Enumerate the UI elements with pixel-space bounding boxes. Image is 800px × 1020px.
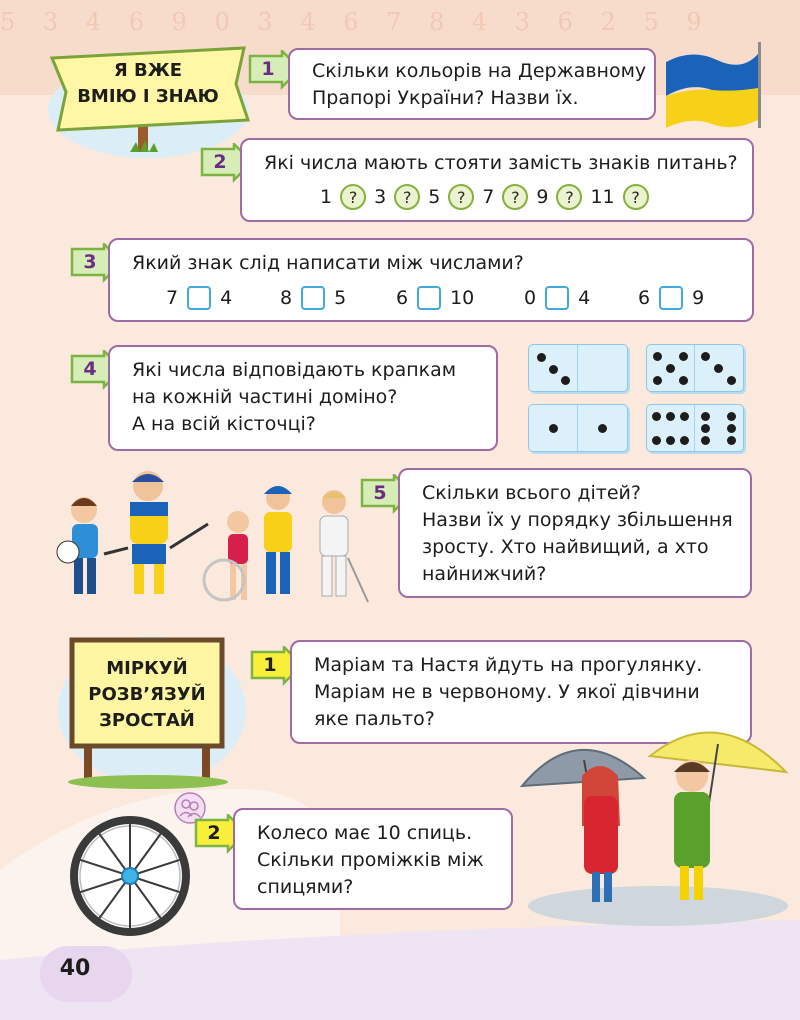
sign-box[interactable] <box>545 286 569 310</box>
task-number: 2 <box>207 822 221 844</box>
pair-right-number: 5 <box>334 287 347 309</box>
task-text-line: спицями? <box>257 876 354 898</box>
children-illustration <box>52 462 372 610</box>
domino-dot <box>679 352 688 361</box>
domino-dot <box>598 424 607 433</box>
task-text-line: на кожній частині доміно? <box>132 386 398 408</box>
task-text-line: Колесо має 10 спиць. <box>257 822 473 844</box>
comparison-pair <box>280 286 346 310</box>
question-circle[interactable]: ? <box>340 184 366 210</box>
wheel-icon <box>68 814 192 938</box>
task-text-line: яке пальто? <box>314 708 435 730</box>
task-4-box <box>108 345 498 451</box>
domino-tile <box>528 344 628 392</box>
sequence-number: 5 <box>428 186 441 208</box>
task-number: 1 <box>263 654 277 676</box>
task-text-line: Скільки кольорів на Державному <box>312 60 647 82</box>
domino-dot <box>680 412 689 421</box>
domino-dot <box>701 436 710 445</box>
girls-umbrellas-icon <box>508 716 800 930</box>
comparison-pair <box>638 286 704 310</box>
sign-box[interactable] <box>417 286 441 310</box>
domino-dot <box>666 364 675 373</box>
task-text-line: Прапорі України? Назви їх. <box>312 87 579 109</box>
task-text-line: Скільки всього дітей? <box>422 482 641 504</box>
task-text-line: Маріам та Настя йдуть на прогулянку. <box>314 654 703 676</box>
task-5-box <box>398 468 752 598</box>
task-text-line: Назви їх у порядку збільшення <box>422 509 733 531</box>
pair-right-number: 4 <box>220 287 233 309</box>
task-3-box <box>108 238 754 322</box>
domino-dot <box>666 412 675 421</box>
task-1-box <box>288 48 656 120</box>
sign-box[interactable] <box>187 286 211 310</box>
domino-tile <box>528 404 628 452</box>
children-figures-icon <box>52 462 372 610</box>
domino-dot <box>549 424 558 433</box>
pair-left-number: 8 <box>280 287 293 309</box>
comparison-pair <box>524 286 590 310</box>
comparison-pair <box>396 286 474 310</box>
pair-left-number: 6 <box>396 287 409 309</box>
ukraine-flag-image <box>662 40 766 130</box>
domino-dot <box>701 412 710 421</box>
domino-dot <box>679 376 688 385</box>
wheel-image <box>68 814 192 938</box>
think-solve-grow-sign <box>56 630 256 790</box>
sequence-number: 7 <box>482 186 495 208</box>
domino-dot <box>727 424 736 433</box>
badge-line1: Я ВЖЕ <box>113 60 183 81</box>
domino-dot <box>727 376 736 385</box>
sign-box[interactable] <box>301 286 325 310</box>
sign-line: ЗРОСТАЙ <box>99 710 195 731</box>
domino-dot <box>652 412 661 421</box>
pair-right-number: 9 <box>692 287 705 309</box>
girls-with-umbrellas-illustration <box>508 716 800 930</box>
sign-box[interactable] <box>659 286 683 310</box>
section2-task-2-box <box>233 808 513 910</box>
domino-dot <box>652 436 661 445</box>
domino-dot <box>653 352 662 361</box>
task-text-line: зросту. Хто найвищий, а хто <box>422 536 709 558</box>
domino-dot <box>701 352 710 361</box>
task-text-line: найнижчий? <box>422 563 547 585</box>
domino-dot <box>537 353 546 362</box>
sequence-number: 3 <box>374 186 387 208</box>
badge-line2: ВМІЮ І ЗНАЮ <box>77 86 219 107</box>
task-number: 3 <box>83 251 97 273</box>
task-text-line: Які числа відповідають крапкам <box>132 359 457 381</box>
pair-left-number: 7 <box>166 287 179 309</box>
pair-left-number: 0 <box>524 287 537 309</box>
domino-dot <box>680 436 689 445</box>
task-text-line: Маріам не в червоному. У якої дівчини <box>314 681 700 703</box>
task-text-line: А на всій кісточці? <box>132 413 316 435</box>
task-number: 2 <box>213 151 227 173</box>
pair-left-number: 6 <box>638 287 651 309</box>
sequence-number: 9 <box>536 186 549 208</box>
domino-tile <box>646 344 744 392</box>
question-circle[interactable]: ? <box>623 184 649 210</box>
domino-tile <box>646 404 744 452</box>
task-text-line: Скільки проміжків між <box>257 849 484 871</box>
question-circle[interactable]: ? <box>502 184 528 210</box>
sign-line: РОЗВ’ЯЗУЙ <box>88 684 206 705</box>
domino-dot <box>727 412 736 421</box>
domino-dot <box>666 436 675 445</box>
pair-right-number: 4 <box>578 287 591 309</box>
domino-dot <box>727 436 736 445</box>
question-circle[interactable]: ? <box>556 184 582 210</box>
flag-icon <box>662 40 766 130</box>
decorative-digits: 5 3 4 6 9 0 3 4 6 7 8 4 3 6 2 5 9 <box>0 8 712 36</box>
domino-dot <box>561 376 570 385</box>
sequence-number: 11 <box>590 186 615 208</box>
sequence-number: 1 <box>320 186 333 208</box>
task-text-line: Який знак слід написати між числами? <box>132 252 524 274</box>
task-number: 5 <box>373 482 387 504</box>
task-text-line: Які числа мають стояти замість знаків питань? <box>264 152 738 174</box>
sign-line: МІРКУЙ <box>106 658 188 679</box>
badge-i-know <box>38 40 258 160</box>
number-sequence <box>320 184 657 210</box>
task-number: 1 <box>261 58 275 80</box>
domino-dot <box>701 424 710 433</box>
domino-dot <box>549 365 558 374</box>
page-number: 40 <box>59 956 91 981</box>
task-2-box <box>240 138 754 222</box>
pair-right-number: 10 <box>450 287 475 309</box>
domino-dot <box>653 376 662 385</box>
question-circle[interactable]: ? <box>448 184 474 210</box>
question-circle[interactable]: ? <box>394 184 420 210</box>
domino-dot <box>714 364 723 373</box>
task-number: 4 <box>83 358 97 380</box>
comparison-pair <box>166 286 232 310</box>
